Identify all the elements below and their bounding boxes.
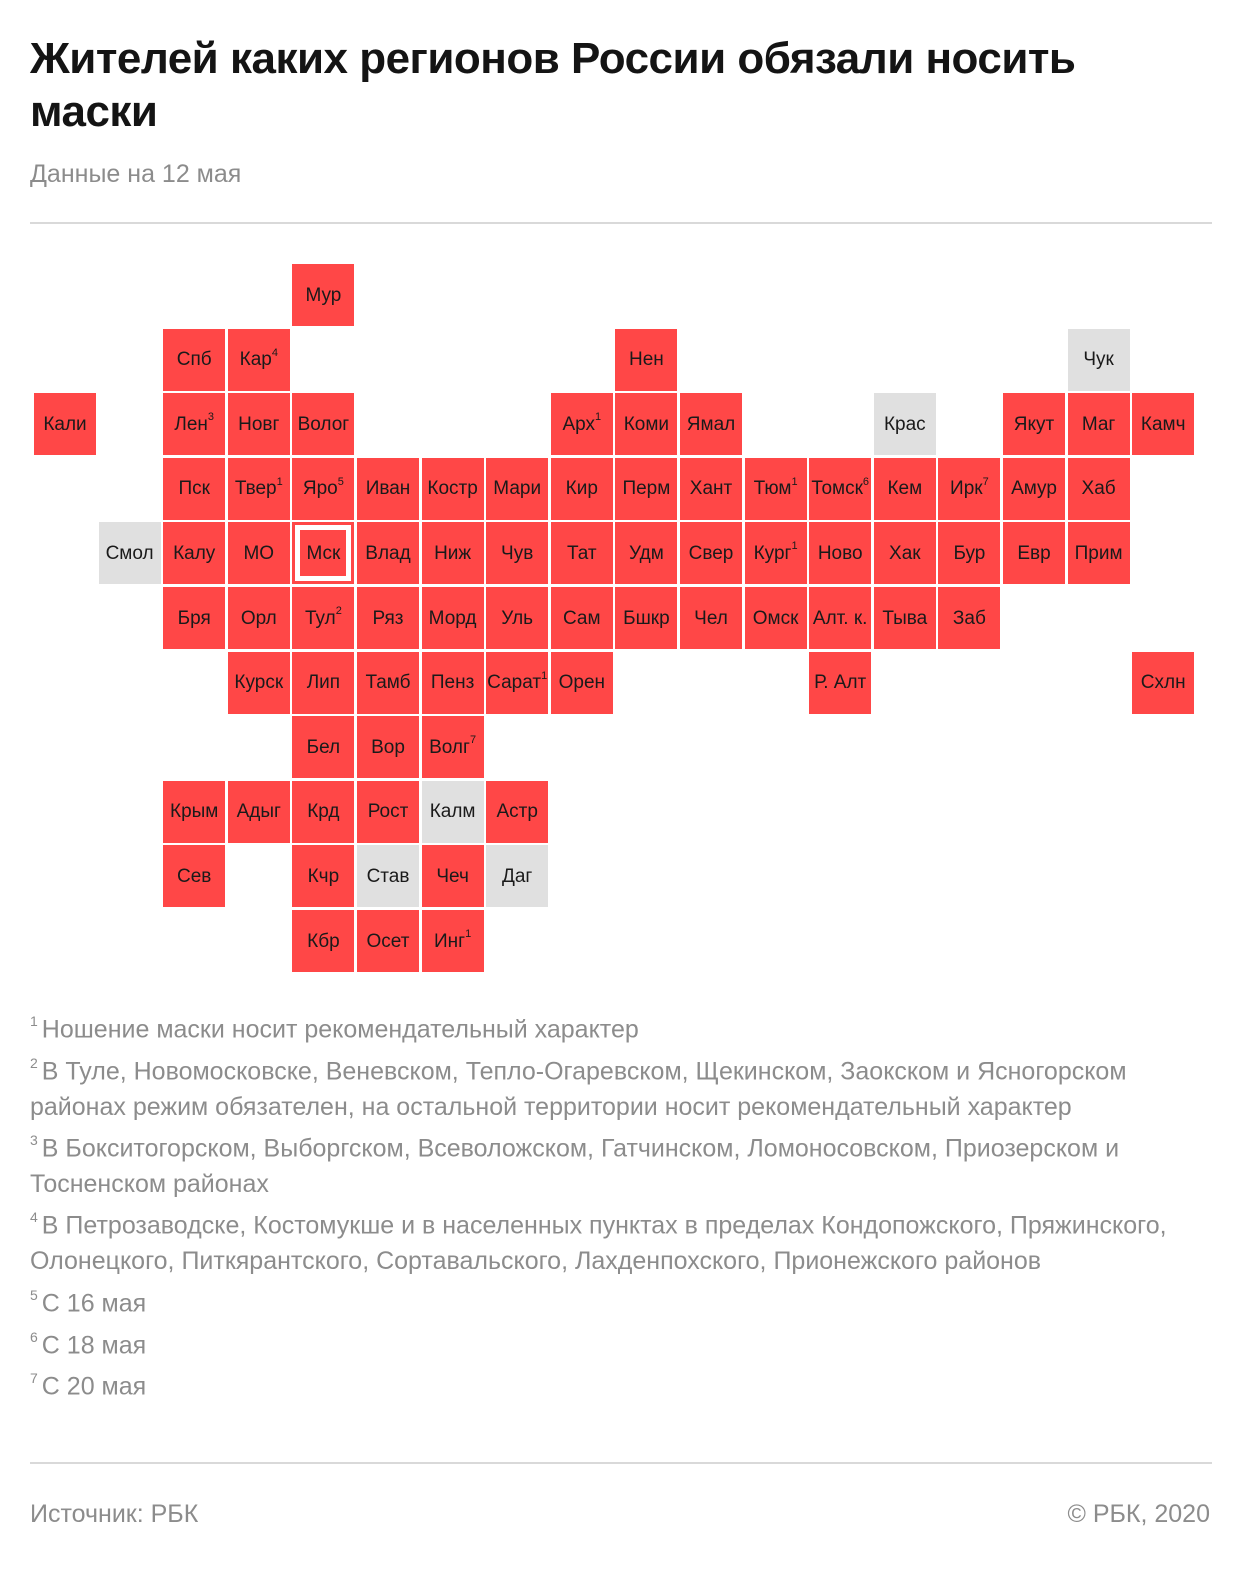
region-tile [357,587,419,649]
region-tile [1068,329,1130,391]
region-label: Арх [562,413,595,435]
region-tile [422,522,484,584]
region-label: Евр [1017,542,1051,564]
footnotes [30,1006,1215,1405]
region-label: Калм [429,801,476,823]
region-label: Ново [817,542,863,564]
region-tile [680,393,742,455]
region-tile [228,522,290,584]
region-tile [292,652,354,714]
region-label: Орен [558,672,605,694]
region-label: Волг [429,736,470,758]
region-tile [357,652,419,714]
region-tile [292,845,354,907]
region-tile [292,781,354,843]
region-tile [615,458,677,520]
region-label: Мур [305,284,342,306]
region-tile [809,652,871,714]
region-label: Уль [501,607,534,629]
region-tile [292,393,354,455]
region-tile [357,458,419,520]
region-label: Осет [366,930,410,952]
region-tile [163,587,225,649]
region-label: Хаб [1081,478,1116,500]
region-label: Крым [170,801,219,823]
region-label: Омск [752,607,799,629]
chart-title: Жителей каких регионов России обязали носить маски [30,34,1076,136]
region-tile [292,910,354,972]
region-label: Якут [1013,413,1055,435]
region-tile [745,587,807,649]
region-tile [163,458,225,520]
region-label: Перм [622,478,671,500]
region-tile [34,393,96,455]
region-tile [809,522,871,584]
region-label: Чув [501,542,534,564]
region-tile [163,845,225,907]
region-tile [551,652,613,714]
region-tile: Кург $^1$ [745,522,807,584]
region-label: Ирк [950,478,983,500]
region-label: Тюм [753,478,792,500]
region-label: Бря [177,607,211,629]
region-label: Лип [306,672,341,694]
region-label: Тамб [365,672,411,694]
region-tile [228,393,290,455]
region-tile [422,652,484,714]
region-label: Рост [367,801,409,823]
region-label: Ряз [372,607,404,629]
region-label: Крд [307,801,340,823]
region-label: Астр [496,801,538,823]
region-tile [99,522,161,584]
region-tile: Твер $^1$ [228,458,290,520]
region-tile [551,587,613,649]
copyright-label: © РБК, 2020 [1067,1500,1210,1528]
region-label: Маг [1081,413,1116,435]
region-label: Удм [629,542,664,564]
region-label: Инг [433,930,466,952]
region-tile [615,393,677,455]
region-tile [615,522,677,584]
region-label: Свер [688,542,734,564]
footnote-4: $^4$ В Петрозаводске, Костомукше и в населенных пунктах в пределах Кондопожского, Пряжинского, Олонецкого, Питкярантского, Сортавальского, Лахденпохского, Прионежского районов [30,1209,1167,1276]
region-label: Смол [105,542,154,564]
region-tile [357,522,419,584]
region-label: Став [366,865,410,887]
region-label: Сарат [487,672,542,694]
region-tile [1132,652,1194,714]
region-tile [874,587,936,649]
region-tile [163,329,225,391]
region-tile [615,587,677,649]
footnote-1: $^1$ Ношение маски носит рекомендательный характер [30,1013,639,1044]
region-label: Заб [952,607,986,629]
region-tile [1068,522,1130,584]
source-label: Источник: РБК [30,1500,199,1528]
region-label: Кали [43,413,87,435]
region-tile: Ирк $^7$ [938,458,1000,520]
region-tile [1068,458,1130,520]
region-tile: Томск $^6$ [809,458,871,520]
region-label: Тыва [882,607,928,629]
footnote-7: $^7$ С 20 мая [30,1370,147,1401]
region-tile [228,781,290,843]
region-label: Р. Алт [814,672,867,694]
region-label: Волог [297,413,350,435]
region-tile: Яро $^5$ [292,458,354,520]
region-label: Адыг [236,801,281,823]
region-label: Ямал [686,413,736,435]
region-label: Тат [566,542,597,564]
region-label: Даг [502,865,533,887]
region-tile [163,522,225,584]
region-label: Морд [428,607,477,629]
region-tile: Арх $^1$ [551,393,613,455]
region-tile [292,264,354,326]
footnote-6: $^6$ С 18 мая [30,1328,147,1359]
region-tile: Сарат $^1$ [486,652,548,714]
region-label: Ниж [434,542,472,564]
region-label: Сам [563,607,601,629]
footnote-2: $^2$ В Туле, Новомосковске, Веневском, Тепло-Огаревском, Щекинском, Заокском и Ясногорском районах режим обязателен, на остальной территории носит рекомендательный характер [30,1054,1127,1121]
region-tile [486,845,548,907]
region-tile [422,845,484,907]
region-tile [292,522,354,584]
region-tile [1003,393,1065,455]
region-tile: Тул $^2$ [292,587,354,649]
region-label: Камч [1140,413,1186,435]
region-label: Амур [1011,478,1057,500]
region-tile [357,716,419,778]
region-tile [1003,458,1065,520]
region-label: Нен [629,349,664,371]
region-label: Бур [953,542,986,564]
region-label: Мари [493,478,542,500]
region-label: Лен [174,413,208,435]
region-tile [551,458,613,520]
region-tile [422,458,484,520]
region-label: Твер [234,478,277,500]
region-tile [874,393,936,455]
region-label: Кир [565,478,598,500]
region-tile: Кар $^4$ [228,329,290,391]
region-label: Кар [239,349,272,371]
region-label: Крас [883,413,926,435]
region-tile [422,781,484,843]
region-label: Иван [365,478,411,500]
region-tile [357,845,419,907]
region-label: Кург [753,542,792,564]
region-tile [486,522,548,584]
region-tile: Лен $^3$ [163,393,225,455]
region-label: Новг [238,413,280,435]
region-tile: Волг $^7$ [422,716,484,778]
region-tile [1132,393,1194,455]
region-label: Бел [306,736,341,758]
region-tile [680,522,742,584]
region-label: Томск [811,478,863,500]
region-label: Мск [306,542,341,564]
region-label: Вор [371,736,405,758]
chart-subtitle: Данные на 12 мая [30,160,242,188]
region-label: Хак [889,542,921,564]
region-tile [615,329,677,391]
region-tile [357,910,419,972]
region-label: Прим [1074,542,1123,564]
region-label: Схлн [1140,672,1186,694]
region-label: Влад [365,542,411,564]
region-label: Чеч [436,865,469,887]
region-tile [680,458,742,520]
region-tile: Инг $^1$ [422,910,484,972]
region-label: Костр [427,478,478,500]
footnote-3: $^3$ В Бокситогорском, Выборгском, Всеволожском, Гатчинском, Ломоносовском, Приозерском и Тосненском районах [30,1132,1120,1198]
region-label: Чел [694,607,728,629]
region-label: Кем [887,478,923,500]
region-label: Орл [240,607,277,629]
region-label: Хант [689,478,733,500]
region-tile [357,781,419,843]
region-label: Чук [1083,349,1114,371]
region-tile [486,458,548,520]
footnote-5: $^5$ С 16 мая [30,1286,147,1318]
region-tile [486,781,548,843]
region-tile [809,587,871,649]
region-label: Яро [302,478,338,500]
region-label: Пенз [430,672,475,694]
region-tile [551,522,613,584]
region-tile [680,587,742,649]
region-label: Пск [178,478,210,500]
region-label: Калу [173,542,216,564]
region-tile [1068,393,1130,455]
region-label: Курск [234,672,284,694]
region-tile [422,587,484,649]
region-tile [1003,522,1065,584]
region-label: МО [243,542,275,564]
region-tile: Тюм $^1$ [745,458,807,520]
bottom-divider [30,1462,1212,1464]
region-label: Алт. к. [812,607,868,629]
region-tile [228,587,290,649]
region-label: Кчр [307,865,340,887]
region-tile [938,587,1000,649]
region-label: Кбр [307,930,340,952]
region-label: Тул [304,607,336,629]
region-tile [874,522,936,584]
region-label: Бшкр [623,607,670,629]
region-tile [228,652,290,714]
region-tile [938,522,1000,584]
region-label: Сев [176,865,212,887]
region-tile [874,458,936,520]
region-label: Коми [623,413,670,435]
region-label: Спб [176,349,212,371]
region-tile [486,587,548,649]
region-tile [292,716,354,778]
region-tile [163,781,225,843]
